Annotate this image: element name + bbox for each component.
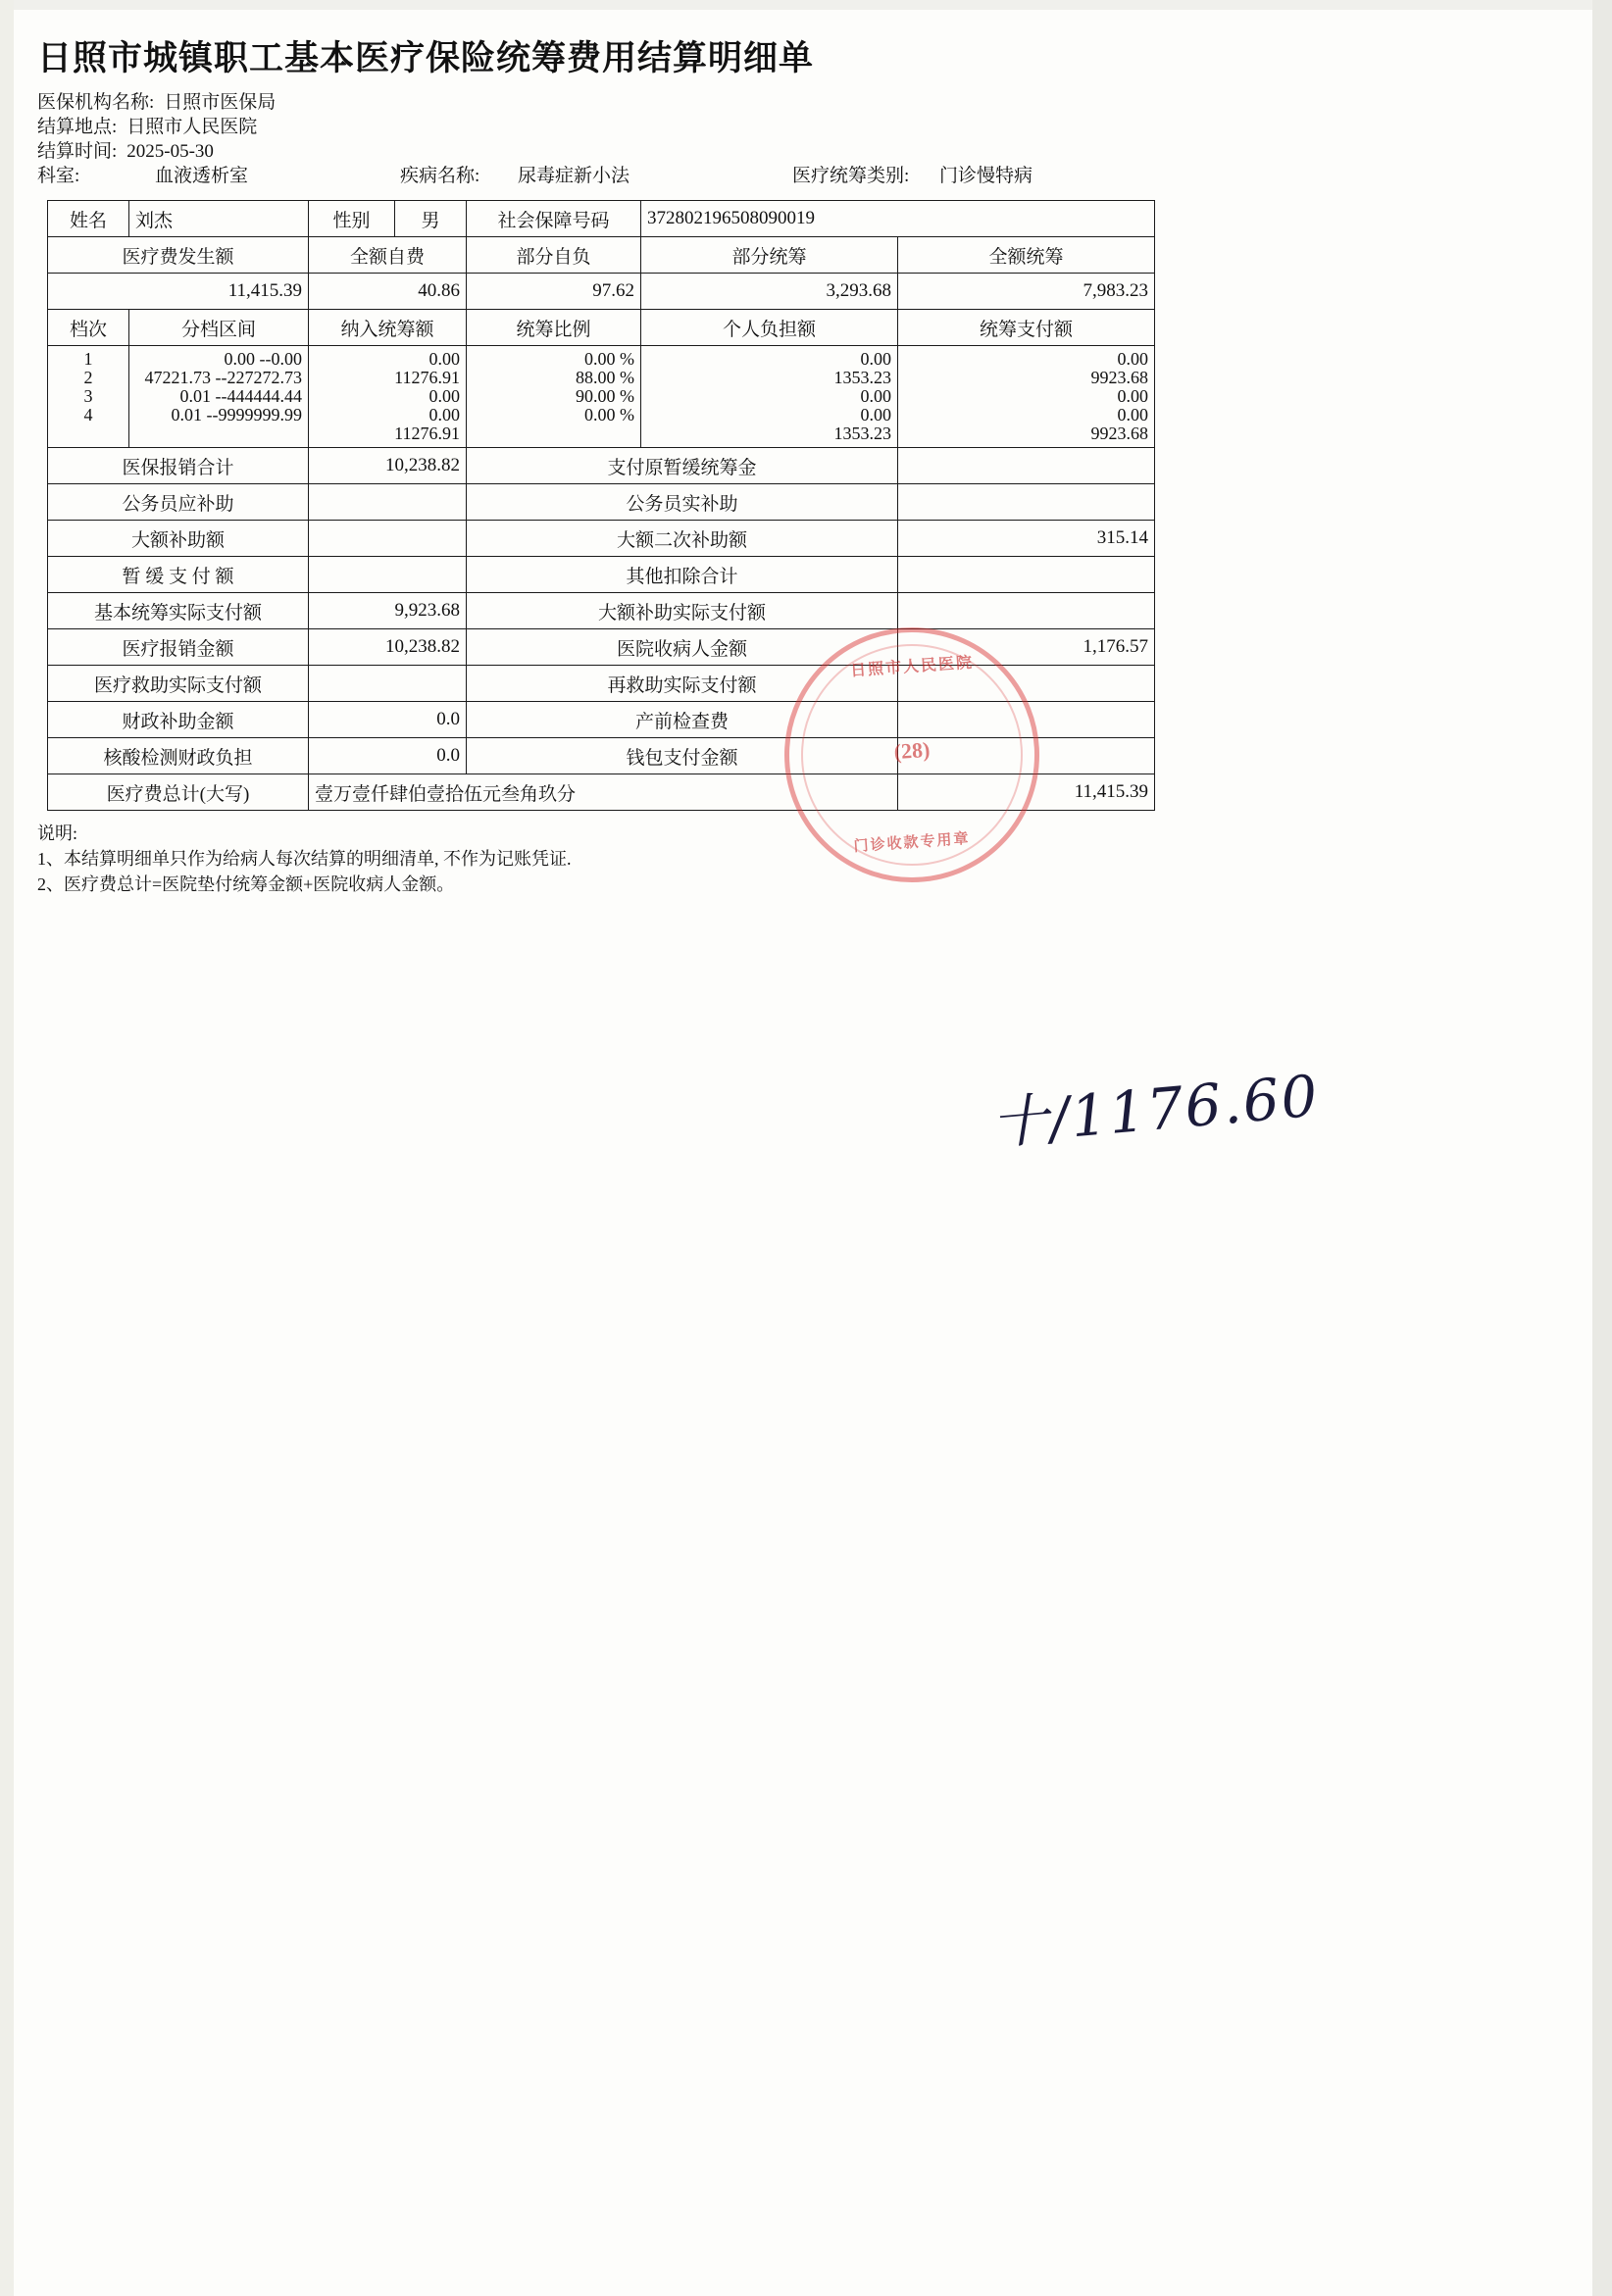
table-row-amount-headers [48, 237, 1155, 274]
tier-level: 2 [83, 368, 93, 387]
summary-label-left: 核酸检测财政负担 [48, 738, 309, 774]
settlement-table [47, 200, 1155, 811]
tier-range: 0.00 --0.00 [224, 349, 302, 369]
summary-label-left: 大额补助额 [48, 521, 309, 557]
summary-value-right [898, 666, 1155, 702]
amount-header-full-pooled: 全额统筹 [898, 237, 1155, 274]
tier-header-included: 纳入统筹额 [309, 310, 467, 346]
tier-range: 47221.73 --227272.73 [144, 368, 302, 387]
patient-gender-value: 男 [395, 201, 467, 237]
amount-value-partial-self: 97.62 [467, 274, 641, 310]
summary-label-right: 大额补助实际支付额 [467, 593, 898, 629]
patient-name-label: 姓名 [48, 201, 129, 237]
grand-total-label: 医疗费总计(大写) [48, 774, 309, 811]
summary-label-left: 医保报销合计 [48, 448, 309, 484]
table-row-summary [48, 629, 1155, 666]
tier-header-range: 分档区间 [129, 310, 309, 346]
tier-header-personal: 个人负担额 [641, 310, 898, 346]
tier-personal: 0.00 [860, 386, 891, 406]
tier-range: 0.01 --444444.44 [179, 386, 302, 406]
summary-value-left: 9,923.68 [309, 593, 467, 629]
summary-value-left: 10,238.82 [309, 629, 467, 666]
summary-label-left: 医疗报销金额 [48, 629, 309, 666]
summary-label-left: 暂 缓 支 付 额 [48, 557, 309, 593]
patient-gender-label: 性别 [309, 201, 395, 237]
table-row-summary [48, 557, 1155, 593]
summary-label-right: 公务员实补助 [467, 484, 898, 521]
summary-label-left: 医疗救助实际支付额 [48, 666, 309, 702]
place-label: 结算地点: [37, 117, 118, 137]
table-row-tier-body [48, 346, 1155, 448]
stamp-bottom-text: 门诊收款专用章 [853, 830, 972, 856]
patient-name-value: 刘杰 [129, 201, 309, 237]
summary-label-right: 支付原暂缓统筹金 [467, 448, 898, 484]
dept-label: 科室: [37, 166, 80, 186]
tier-personal: 1353.23 [833, 368, 891, 387]
tier-ratio: 0.00 % [584, 405, 634, 424]
tier-level: 1 [83, 349, 93, 369]
amount-value-total: 11,415.39 [48, 274, 309, 310]
tier-ratio: 90.00 % [576, 386, 634, 406]
tier-col-pooled [898, 346, 1155, 448]
tier-range-total [129, 424, 308, 443]
summary-value-left: 0.0 [309, 738, 467, 774]
tier-personal: 0.00 [860, 349, 891, 369]
tier-header-ratio: 统筹比例 [467, 310, 641, 346]
summary-value-left [309, 484, 467, 521]
field-organization [37, 90, 1573, 115]
amount-header-partial-self: 部分自负 [467, 237, 641, 274]
disease-label: 疾病名称: [400, 166, 480, 186]
field-place [37, 115, 1573, 139]
table-row-summary [48, 738, 1155, 774]
tier-ratio: 88.00 % [576, 368, 634, 387]
summary-value-left [309, 557, 467, 593]
table-row-amount-values [48, 274, 1155, 310]
tier-included: 0.00 [428, 405, 460, 424]
tier-level: 4 [83, 405, 93, 424]
amount-value-partial-pooled: 3,293.68 [641, 274, 898, 310]
tier-personal: 0.00 [860, 405, 891, 424]
summary-value-right [898, 484, 1155, 521]
tier-level-total [48, 424, 128, 443]
amount-header-total: 医疗费发生额 [48, 237, 309, 274]
tier-range: 0.01 --9999999.99 [171, 405, 302, 424]
table-row-summary [48, 521, 1155, 557]
summary-value-right: 1,176.57 [898, 629, 1155, 666]
dept-value: 血液透析室 [155, 166, 249, 186]
summary-label-right: 钱包支付金额 [467, 738, 898, 774]
summary-value-left [309, 666, 467, 702]
note-item: 1、本结算明细单只作为给病人每次结算的明细清单, 不作为记账凭证. [37, 849, 572, 869]
stamp-mid-text: (28) [892, 736, 932, 765]
tier-col-range [129, 346, 309, 448]
summary-label-right: 产前检查费 [467, 702, 898, 738]
settle-time-label: 结算时间: [37, 141, 118, 162]
tier-col-ratio [467, 346, 641, 448]
summary-value-left [309, 521, 467, 557]
table-row-tier-headers [48, 310, 1155, 346]
tier-included: 0.00 [428, 349, 460, 369]
tier-personal-total: 1353.23 [833, 424, 891, 443]
summary-value-left: 0.0 [309, 702, 467, 738]
field-row-dept-disease-category [37, 164, 1573, 188]
header-fields [37, 90, 1573, 188]
table-row-summary [48, 448, 1155, 484]
tier-included: 11276.91 [394, 368, 460, 387]
tier-col-included [309, 346, 467, 448]
tier-col-level [48, 346, 129, 448]
amount-header-selfpay: 全额自费 [309, 237, 467, 274]
summary-value-right [898, 738, 1155, 774]
summary-value-right [898, 448, 1155, 484]
table-row-summary [48, 593, 1155, 629]
tier-ratio: 0.00 % [584, 349, 634, 369]
scan-edge-left [0, 0, 14, 2296]
page-title: 日照市城镇职工基本医疗保险统筹费用结算明细单 [37, 38, 815, 78]
tier-level: 3 [83, 386, 93, 406]
summary-label-left: 公务员应补助 [48, 484, 309, 521]
summary-value-right [898, 593, 1155, 629]
organization-label: 医保机构名称: [37, 92, 155, 113]
settle-time-value: 2025-05-30 [126, 141, 214, 162]
scan-edge-top [0, 0, 1612, 10]
summary-value-right: 315.14 [898, 521, 1155, 557]
ss-number-value: 372802196508090019 [641, 201, 1155, 237]
category-label: 医疗统筹类别: [792, 166, 910, 186]
table-row-summary [48, 702, 1155, 738]
summary-label-left: 基本统筹实际支付额 [48, 593, 309, 629]
form-sheet [24, 18, 1573, 897]
summary-label-right: 医院收病人金额 [467, 629, 898, 666]
table-row-grand-total [48, 774, 1155, 811]
stamp-top-text: 日照市人民医院 [849, 654, 975, 680]
summary-label-right: 大额二次补助额 [467, 521, 898, 557]
ss-number-label: 社会保障号码 [467, 201, 641, 237]
tier-included: 0.00 [428, 386, 460, 406]
tier-pooled: 0.00 [1117, 405, 1148, 424]
table-row-patient [48, 201, 1155, 237]
amount-header-partial-pooled: 部分统筹 [641, 237, 898, 274]
handwritten-annotation: 十/1176.60 [988, 1062, 1323, 1158]
table-row-summary [48, 484, 1155, 521]
notes-section [37, 821, 1573, 897]
summary-label-right: 其他扣除合计 [467, 557, 898, 593]
grand-total-chinese: 壹万壹仟肆伯壹拾伍元叁角玖分 [309, 774, 898, 811]
grand-total-value: 11,415.39 [898, 774, 1155, 811]
summary-label-left: 财政补助金额 [48, 702, 309, 738]
tier-header-level: 档次 [48, 310, 129, 346]
summary-value-right [898, 557, 1155, 593]
tier-header-pooled: 统筹支付额 [898, 310, 1155, 346]
scan-edge-right [1592, 0, 1612, 2296]
summary-value-left: 10,238.82 [309, 448, 467, 484]
disease-value: 尿毒症新小法 [518, 166, 630, 186]
place-value: 日照市人民医院 [126, 117, 258, 137]
tier-ratio-total [467, 424, 640, 443]
field-settle-time [37, 139, 1573, 164]
tier-col-personal [641, 346, 898, 448]
amount-value-full-pooled: 7,983.23 [898, 274, 1155, 310]
tier-pooled: 0.00 [1117, 386, 1148, 406]
organization-value: 日照市医保局 [164, 92, 277, 113]
table-row-summary [48, 666, 1155, 702]
tier-pooled-total: 9923.68 [1090, 424, 1148, 443]
amount-value-selfpay: 40.86 [309, 274, 467, 310]
tier-pooled: 9923.68 [1090, 368, 1148, 387]
summary-label-right: 再救助实际支付额 [467, 666, 898, 702]
tier-pooled: 0.00 [1117, 349, 1148, 369]
summary-value-right [898, 702, 1155, 738]
category-value: 门诊慢特病 [939, 166, 1033, 186]
note-item: 2、医疗费总计=医院垫付统筹金额+医院收病人金额。 [37, 874, 455, 894]
tier-included-total: 11276.91 [394, 424, 460, 443]
notes-title: 说明: [37, 824, 78, 843]
